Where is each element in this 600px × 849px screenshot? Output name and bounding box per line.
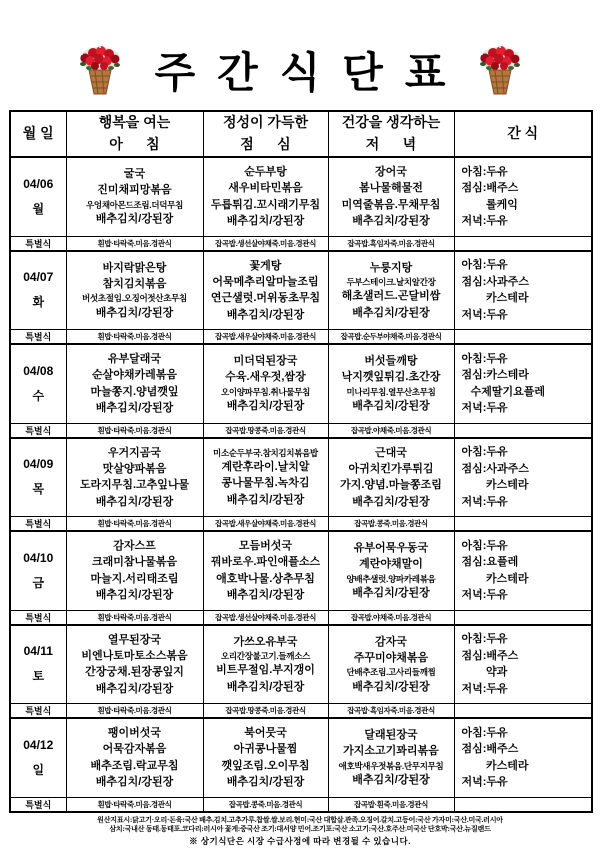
day-block-0407 (10, 251, 592, 345)
special-lunch: 잡곡밥.생선살야채죽.미음.경관식 (203, 610, 328, 625)
lunch-cell: 꽃게탕 어묵메추리알마늘조림 연근샐럿.머위동초무침 배추김치/강된장 (203, 251, 328, 330)
special-row (10, 797, 592, 812)
breakfast-cell: 굴국 진미채피망볶음 우엉채아몬드조림.더덕무침 배추김치/강된장 (66, 157, 203, 236)
dinner-cell: 감자국 주꾸미야채볶음 단배추조림.고사리들깨찜 배추김치/강된장 (328, 625, 454, 704)
special-label: 특별식 (10, 423, 66, 438)
breakfast-cell: 우거지곰국 맛살양파볶음 도라지무침.고추잎나물 배추김치/강된장 (66, 438, 203, 517)
special-lunch: 잡곡밥.새우살야채죽.미음.경관식 (203, 330, 328, 345)
special-snack-empty (454, 704, 592, 719)
special-lunch: 잡곡밥.생선살야채죽.미음.경관식 (203, 236, 328, 251)
header-snack: 간 식 (454, 111, 592, 157)
date-text: 04/07 (23, 270, 54, 285)
origin-line-1: 원산지표시:닭고기·오리·돈육:국산 배추.김치.고추가루.찹쌀.쌀.보리.현미:국산 대합살.관족.오징어.갈치.고등어:국산 가자미:국산.미국.러시아 (97, 815, 503, 824)
lunch-cell: 북어뭇국 아귀콩나물찜 깻잎조림.오이무침 배추김치/강된장 (203, 718, 328, 797)
special-label: 특별식 (10, 330, 66, 345)
date-text: 04/08 (23, 363, 54, 378)
menu-row (10, 344, 592, 423)
special-label: 특별식 (10, 610, 66, 625)
snack-cell: 아침:두유 점심:사과주스 카스테라 저녁:두유 (454, 438, 592, 517)
special-label: 특별식 (10, 236, 66, 251)
weekday-text: 목 (32, 482, 45, 497)
date-text: 04/12 (23, 737, 54, 752)
date-cell (10, 718, 66, 797)
lunch-cell: 순두부탕 새우비타민볶음 두릅튀김.꼬시래기무침 배추김치/강된장 (203, 157, 328, 236)
menu-row (10, 531, 592, 610)
special-label: 특별식 (10, 797, 66, 812)
special-dinner: 잡곡밥.흑임자죽.미음.경관식 (328, 236, 454, 251)
page-title: 주간식단표 (154, 51, 468, 97)
snack-cell: 아침:두유 점심:카스테라 수제딸기요플레 저녁:두유 (454, 344, 592, 423)
breakfast-cell: 유부달래국 순살야채카레볶음 마늘쫑지.양념깻잎 배추김치/강된장 (66, 344, 203, 423)
special-dinner: 잡곡밥.순두부야채죽.미음.경관식 (328, 330, 454, 345)
dinner-cell: 근대국 아귀치킨가루튀김 가지.양념.마늘쫑조림 배추김치/강된장 (328, 438, 454, 517)
change-notice: ※ 상기식단은 시장 수급사정에 따라 변경될 수 있습니다. (189, 836, 411, 847)
special-snack-empty (454, 236, 592, 251)
special-row (10, 610, 592, 625)
special-dinner: 잡곡밥.콩죽.미음.경관식 (328, 517, 454, 532)
weekday-text: 토 (32, 669, 45, 684)
lunch-cell: 가쓰오유부국 오리간장불고기.들깨소스 비트무절임.부지갱이 배추김치/강된장 (203, 625, 328, 704)
date-cell (10, 438, 66, 517)
origin-footnote (9, 816, 591, 848)
special-dinner: 잡곡밥·흰죽.미음.경관식 (328, 797, 454, 812)
lunch-cell: 미소순두부국.참치김치볶음밥 계란후라이.날치알 콩나물무침.녹차김 배추김치/강된장 (203, 438, 328, 517)
menu-row (10, 625, 592, 704)
special-snack-empty (454, 330, 592, 345)
special-snack-empty (454, 423, 592, 438)
lunch-cell: 미더덕된장국 수육.새우젓,쌈장 오이양파무침.취나물무침 배추김치/강된장 (203, 344, 328, 423)
special-snack-empty (454, 797, 592, 812)
header-block (10, 111, 592, 157)
menu-row (10, 718, 592, 797)
day-block-0411 (10, 625, 592, 719)
breakfast-cell: 감자스프 크래미참나물볶음 마늘지.서리태조림 배추김치/강된장 (66, 531, 203, 610)
day-block-0410 (10, 531, 592, 625)
menu-row (10, 251, 592, 330)
menu-row (10, 157, 592, 236)
snack-cell: 아침:두유 점심:배주스 카스테라 저녁:두유 (454, 718, 592, 797)
special-breakfast: 흰밥·타락죽.미음.경관식 (66, 517, 203, 532)
day-block-0408 (10, 344, 592, 438)
special-breakfast: 흰밥·타락죽.미음.경관식 (66, 704, 203, 719)
date-text: 04/09 (23, 457, 54, 472)
dinner-cell: 달래된장국 가지소고기꽈리볶음 애호박새우젓볶음.단무지무침 배추김치/강된장 (328, 718, 454, 797)
menu-row (10, 438, 592, 517)
date-text: 04/11 (23, 644, 53, 659)
breakfast-cell: 팽이버섯국 어묵감자볶음 배추조림.락교무침 배추김치/강된장 (66, 718, 203, 797)
dinner-cell: 버섯들깨탕 낙지깻잎튀김.초간장 미나리무침.열무산초무침 배추김치/강된장 (328, 344, 454, 423)
special-breakfast: 흰밥·타락죽.미음.경관식 (66, 423, 203, 438)
day-block-0409 (10, 438, 592, 532)
rose-bouquet-icon-right (477, 44, 523, 96)
snack-cell: 아침:두유 점심:사과주스 카스테라 저녁:두유 (454, 251, 592, 330)
header-dinner: 건강을 생각하는 저 녁 (328, 111, 454, 157)
weekday-text: 화 (32, 295, 45, 310)
special-breakfast: 흰밥·타락죽.미음.경관식 (66, 330, 203, 345)
rose-bouquet-icon-left (77, 44, 123, 96)
day-block-0406 (10, 157, 592, 251)
dinner-cell: 누룽지탕 두부스테이크.날치알간장 해초샐러드.곤달비쌈 배추김치/강된장 (328, 251, 454, 330)
special-dinner: 잡곡밥.야채죽.미음.경관식 (328, 610, 454, 625)
special-row (10, 423, 592, 438)
special-row (10, 330, 592, 345)
special-label: 특별식 (10, 704, 66, 719)
special-row (10, 517, 592, 532)
day-block-0412 (10, 718, 592, 812)
weekly-menu-table (9, 110, 593, 813)
dinner-cell: 장어국 봄나물해물전 미역줄볶음.무채무침 배추김치/강된장 (328, 157, 454, 236)
title-row (9, 0, 591, 100)
weekday-text: 일 (32, 762, 45, 777)
special-breakfast: 흰밥·타락죽.미음.경관식 (66, 610, 203, 625)
dinner-cell: 유부어묵우동국 계란야채말이 양배추샐럿.양파카레볶음 배추김치/강된장 (328, 531, 454, 610)
special-dinner: 잡곡밥.야채죽.미음.경관식 (328, 423, 454, 438)
special-lunch: 잡곡밥.땅콩죽.미음.경관식 (203, 704, 328, 719)
breakfast-cell: 바지락맑은탕 참치김치볶음 버섯초절임.오징어젓산초무침 배추김치/강된장 (66, 251, 203, 330)
header-row (10, 111, 592, 157)
snack-cell: 아침:두유 점심:배주스 롤케익 저녁:두유 (454, 157, 592, 236)
special-label: 특별식 (10, 517, 66, 532)
date-text: 04/10 (23, 550, 54, 565)
header-breakfast: 행복을 여는 아 침 (66, 111, 203, 157)
special-snack-empty (454, 610, 592, 625)
date-cell (10, 157, 66, 236)
special-row (10, 704, 592, 719)
date-cell (10, 625, 66, 704)
weekday-text: 금 (32, 575, 45, 590)
breakfast-cell: 열무된장국 비엔나토마토소스볶음 간장궁채.된장콩잎지 배추김치/강된장 (66, 625, 203, 704)
special-snack-empty (454, 517, 592, 532)
date-cell (10, 251, 66, 330)
header-day: 월 일 (10, 111, 66, 157)
special-lunch: 잡곡밥.새우살야채죽.미음.경관식 (203, 517, 328, 532)
weekday-text: 수 (32, 388, 45, 403)
origin-line-2: 삼치:국내산 동태.동태포.코다리:러시아 꽃게:중국산 조기:대서양 민어.조기포:국산 소고기:국산.호주산.미국산 단호박:국산.뉴질랜드 (109, 824, 491, 833)
date-text: 04/06 (23, 176, 54, 191)
special-dinner: 잡곡밥·흑임자죽.미음.경관식 (328, 704, 454, 719)
special-lunch: 잡곡밥.땅콩죽.미음.경관식 (203, 423, 328, 438)
snack-cell: 아침:두유 점심:배주스 약과 저녁:두유 (454, 625, 592, 704)
header-lunch: 정성이 가득한 점 심 (203, 111, 328, 157)
lunch-cell: 모듬버섯국 꿔바로우.파인애플소스 애호박나물.상추무침 배추김치/강된장 (203, 531, 328, 610)
special-lunch: 잡곡밥.콩죽.미음.경관식 (203, 797, 328, 812)
snack-cell: 아침:두유 점심:요플레 카스테라 저녁:두유 (454, 531, 592, 610)
date-cell (10, 531, 66, 610)
date-cell (10, 344, 66, 423)
weekday-text: 월 (32, 201, 45, 216)
special-row (10, 236, 592, 251)
special-breakfast: 흰밥·타락죽.미음.경관식 (66, 236, 203, 251)
special-breakfast: 흰밥·타락죽.미음.경관식 (66, 797, 203, 812)
